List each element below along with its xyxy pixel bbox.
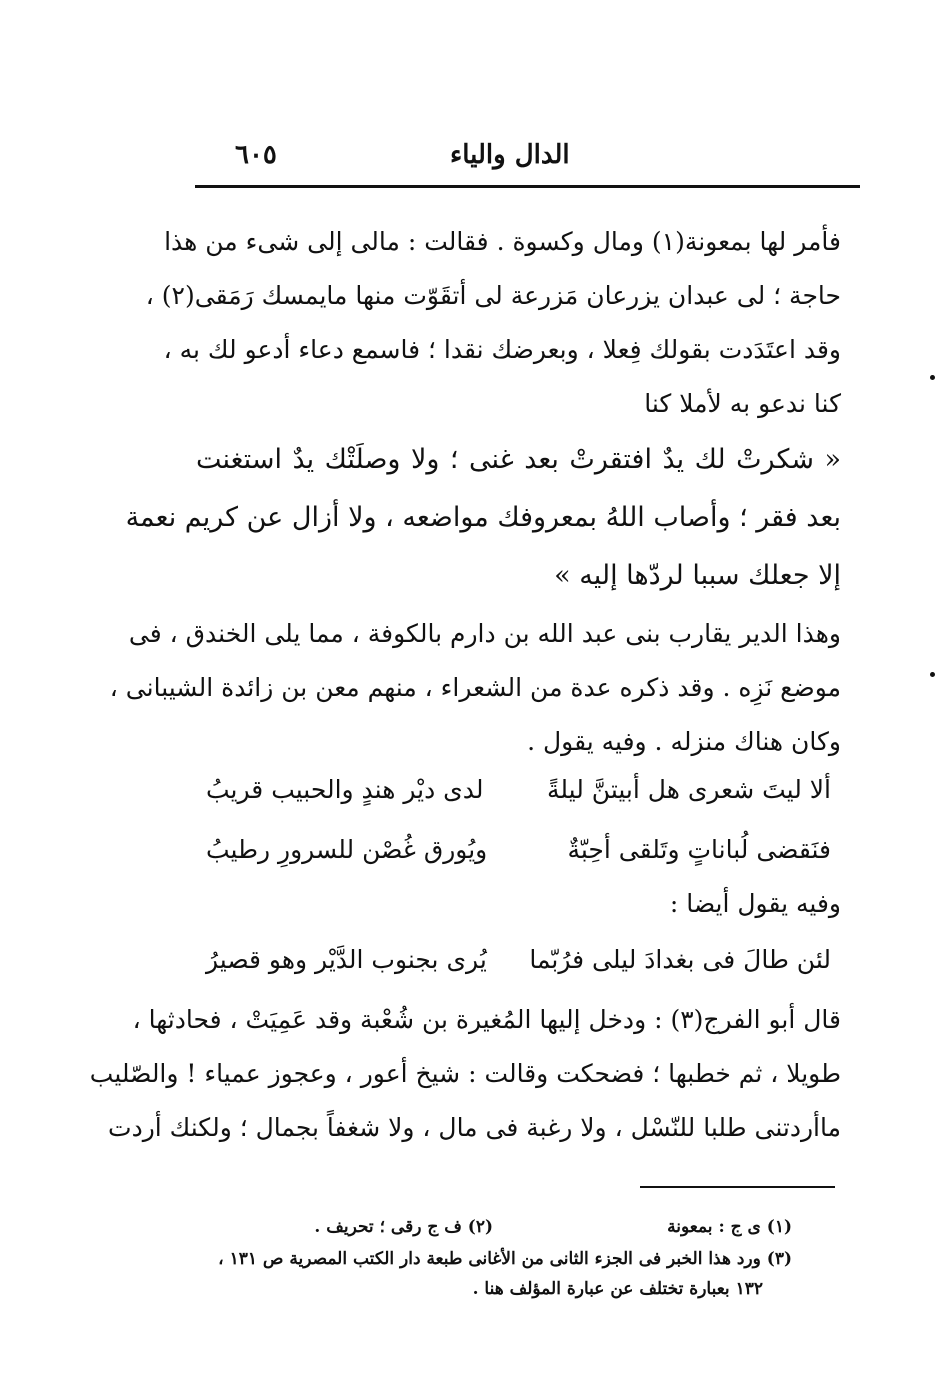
footnote-2: (٢) ف ج رقى ؛ تحريف . [314, 1217, 493, 1237]
body-line: حاجة ؛ لى عبدان يزرعان مَزرعة لى أتقَوّت منها مايمسك رَمَقى(٢) ، [145, 281, 841, 310]
margin-mark [930, 672, 935, 677]
verse-second-hemistich: يُرى بجنوب الدَّيْر وهو قصيرُ [206, 945, 487, 974]
body-line: وهذا الدير يقارب بنى عبد الله بن دارم بالكوفة ، مما يلى الخندق ، فى [128, 619, 841, 648]
verse-first-hemistich: ألا ليتَ شعرى هل أبيتنَّ ليلةً [547, 775, 831, 804]
verse-second-hemistich: ويُورق غُصْن للسرورِ رطيبُ [206, 835, 488, 864]
body-line: موضع نَزِه . وقد ذكره عدة من الشعراء ، منهم معن بن زائدة الشيبانى ، [109, 673, 841, 702]
prayer-line: إلا جعلك سببا لردّها إليه » [554, 560, 841, 591]
footnote-rule [640, 1186, 835, 1188]
body-line: طويلا ، ثم خطبها ؛ فضحكت وقالت : شيخ أعور ، وعجوز عمياء ! والصّليب [89, 1059, 841, 1088]
running-head: الدال والياء [450, 140, 570, 170]
footnote-3-continued: ١٣٢ بعبارة تختلف عن عبارة المؤلف هنا . [472, 1279, 763, 1299]
header-rule [195, 185, 860, 188]
prayer-line: « شكرتْ لك يدٌ افتقرتْ بعد غنى ؛ ولا وصلَتْك يدٌ استغنت [196, 444, 841, 475]
body-line: قال أبو الفرج(٣) : ودخل إليها المُغيرة بن شُعْبة وقد عَمِيَتْ ، فحادثها ، [132, 1005, 841, 1034]
prayer-line: بعد فقر ؛ وأصاب اللهُ بمعروفك مواضعه ، ولا أزال عن كريم نعمة [125, 502, 841, 533]
page-number: ٦٠٥ [235, 140, 277, 170]
verse-second-hemistich: لدى ديْر هندٍ والحبيب قريبُ [206, 775, 484, 804]
body-line: وقد اعتَدَدت بقولك فِعلا ، وبعرضك نقدا ؛ فاسمع دعاء أدعو لك به ، [163, 335, 841, 364]
body-line: فأمر لها بمعونة(١) ومال وكسوة . فقالت : مالى إلى شىء من هذا [164, 227, 841, 256]
margin-mark [930, 375, 935, 380]
verse-first-hemistich: لئن طالَ فى بغدادَ ليلى فرُبّما [529, 945, 831, 974]
body-line: كنا ندعو به لأملا كنا [644, 389, 841, 418]
page-header [195, 140, 860, 180]
body-line: وفيه يقول أيضا : [669, 889, 841, 918]
verse-first-hemistich: فنَقضى لُباناتٍ وتَلقى أحِبّةٌ [567, 835, 831, 864]
body-line: ماأردتنى طلبا للنّسْل ، ولا رغبة فى مال ، ولا شغفاً بجمال ؛ ولكنك أردت [108, 1113, 841, 1142]
body-line: وكان هناك منزله . وفيه يقول . [527, 727, 841, 756]
footnote-1: (١) ى ج : بمعونة [667, 1217, 792, 1237]
footnote-3: (٣) ورد هذا الخبر فى الجزء الثانى من الأغانى طبعة دار الكتب المصرية ص ١٣١ ، [218, 1249, 792, 1269]
